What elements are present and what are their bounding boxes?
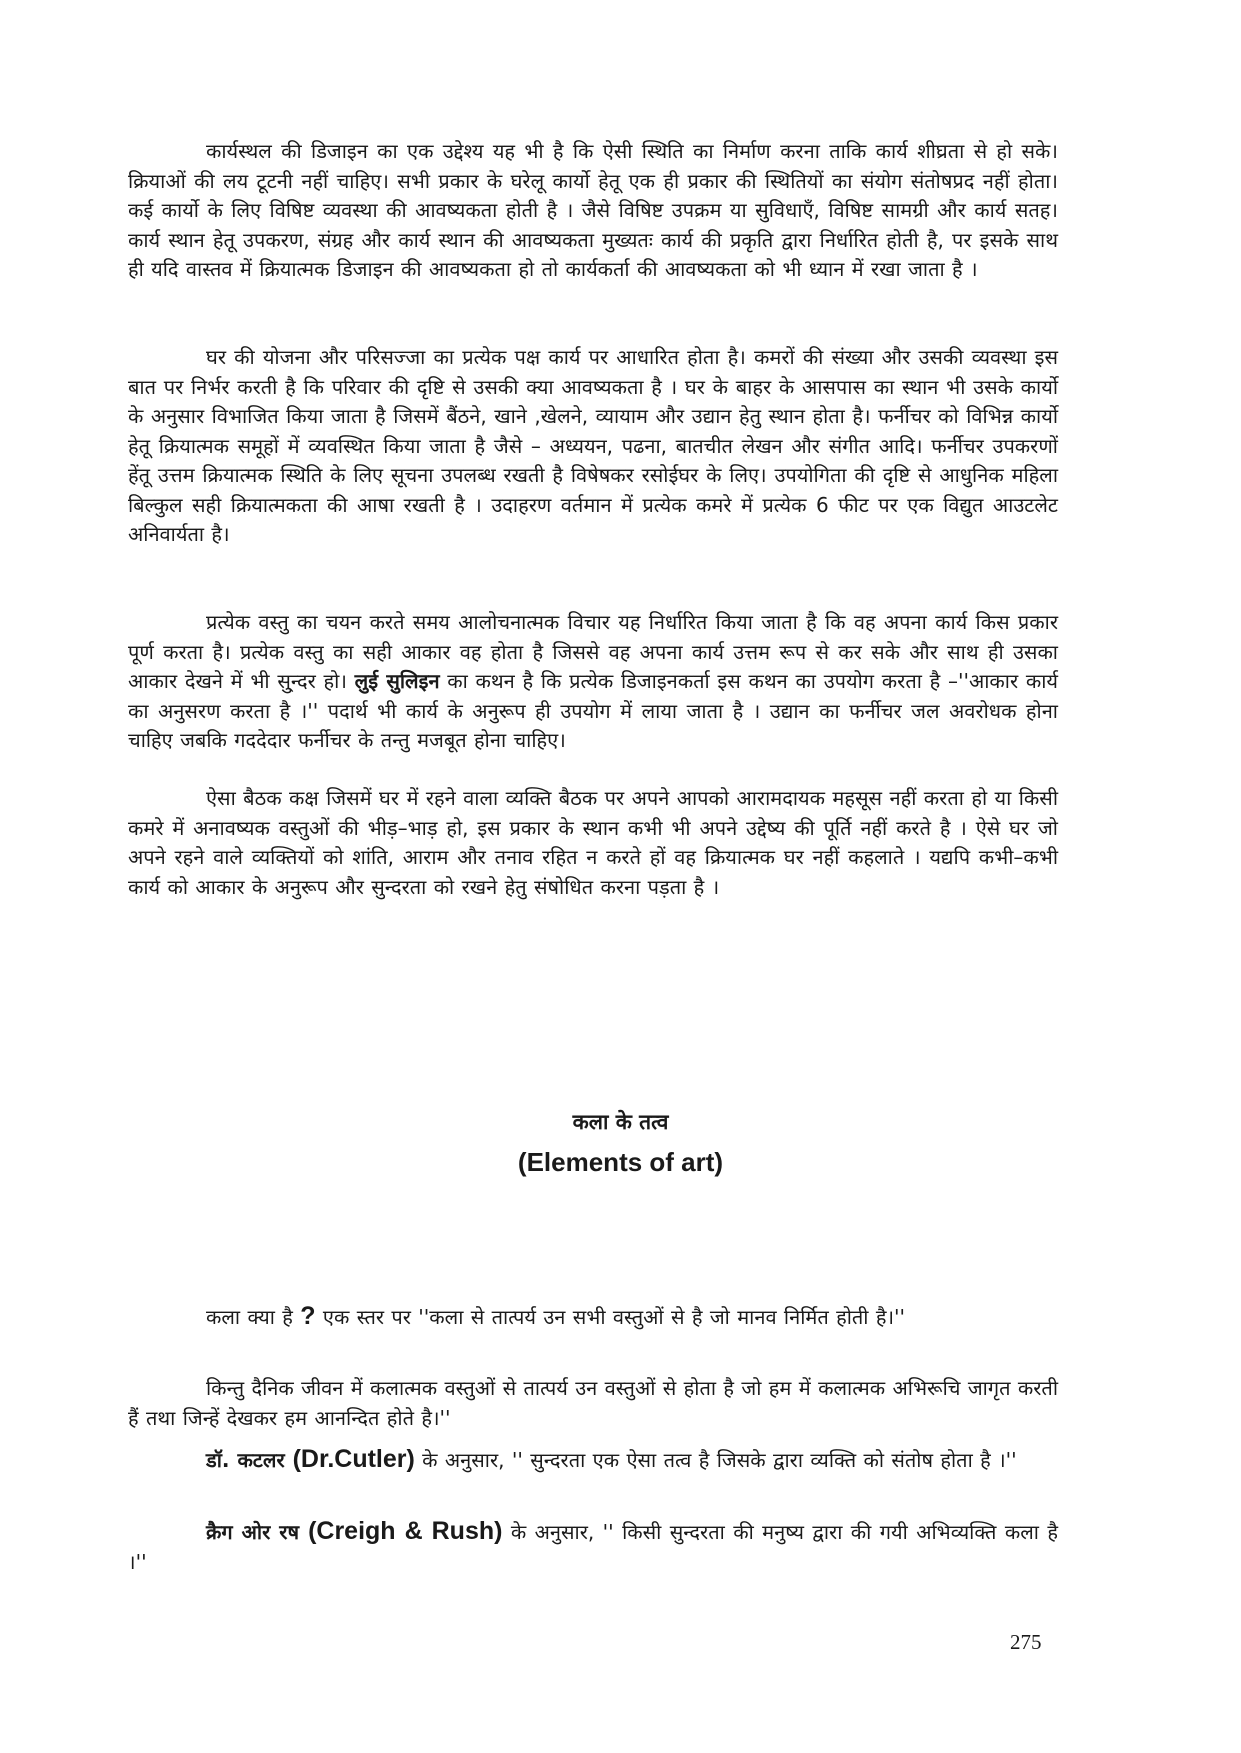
section-heading-hindi: कला के तत्व (572, 1110, 669, 1134)
definition-art (128, 1302, 1058, 1333)
paragraph-text: प्रत्येक वस्तु का चयन करते समय आलोचनात्मक विचार यह निर्धारित किया जाता है कि वह अपना कार्य किस प्रकार पूर्ण करता है। प्रत्येक वस्तु का सही आकार वह होता है जिससे वह अपना कार्य उत्तम रूप से कर सके और साथ ही उसका आकार देखने में भी सु्न्दर हो। (128, 610, 1058, 693)
author-name-hindi: डॉ. कटलर (206, 1448, 293, 1472)
paragraph-object-selection (128, 608, 1058, 756)
author-name-english: (Creigh & Rush) (308, 1517, 503, 1545)
paragraph-sitting-room: ऐसा बैठक कक्ष जिसमें घर में रहने वाला व्यक्ति बैठक पर अपने आपको आरामदायक महसूस नहीं करता हो या किसी कमरे में अनावष्यक वस्तुओं की भीड़–भाड़ हो, इस प्रकार के स्थान कभी भी अपने उद्देष्य की पूर्ति नहीं करते है । ऐसे घर जो अपने रहने वाले व्यक्तियों को शांति, आराम और तनाव रहित न करते हों वह क्रियात्मक घर नहीं कहलाते । यद्यपि कभी–कभी कार्य को आकार के अनुरूप और सुन्दरता को रखने हेतु संषोधित करना पड़ता है । (128, 786, 1058, 899)
paragraph-home-planning: घर की योजना और परिसज्जा का प्रत्येक पक्ष कार्य पर आधारित होता है। कमरों की संख्या और उसकी व्यवस्था इस बात पर निर्भर करती है कि परिवार की दृष्टि से उसकी क्या आवष्यकता है । घर के बाहर के आसपास का स्थान भी उसके कार्यो के अनुसार विभाजित किया जाता है जिसमें बैंठने, खाने ,खेलने, व्यायाम और उद्यान हेतु स्थान होता है। फर्नीचर को विभिन्न कार्यो हेतू क्रियात्मक समूहों में व्यवस्थित किया जाता है जैसे – अध्ययन, पढना, बातचीत लेखन और संगीत आदि। फर्नीचर उपकरणों हेंतू उत्तम क्रियात्मक स्थिति के लिए सूचना उपलब्ध रखती है विषेषकर रसोईघर के लिए। उपयोगिता की दृष्टि से आधुनिक महिला बिल्कुल सही क्रियात्मकता की आषा रखती है । उदाहरण वर्तमान में प्रत्येक कमरे में प्रत्येक 6 फीट पर एक विद्युत आउटलेट अनिवार्यता है। (128, 345, 1058, 546)
author-name-hindi: क्रैग ओर रष (206, 1520, 309, 1544)
definition-text: के अनुसार, '' किसी सुन्दरता की मनुष्य द्वारा की गयी अभिव्यक्ति कला है ।'' (128, 1520, 1059, 1574)
section-heading-english: (Elements of art) (517, 1147, 724, 1177)
author-name-english: (Dr.Cutler) (292, 1445, 415, 1473)
definition-text: के अनुसार, '' सुन्दरता एक ऐसा तत्व है जिसके द्वारा व्यक्ति को संतोष होता है ।'' (414, 1448, 1017, 1472)
page-number: 275 (1010, 1630, 1042, 1654)
paragraph-text: का कथन है कि प्रत्येक डिजाइनकर्ता इस कथन का उपयोग करता है –''आकार कार्य का अनुसरण करता है ।'' पदार्थ भी कार्य के अनुरूप ही उपयोग में लाया जाता है । उद्यान का फर्नीचर जल अवरोधक होना चाहिए जबकि गददेदार फर्नीचर के तन्तु मजबूत होना चाहिए। (128, 669, 1058, 752)
paragraph-workplace-design: कार्यस्थल की डिजाइन का एक उद्देश्य यह भी है कि ऐसी स्थिति का निर्माण करना ताकि कार्य शीघ्रता से हो सके। क्रियाओं की लय टूटनी नहीं चाहिए। सभी प्रकार के घरेलू कार्यो हेतू एक ही प्रकार की स्थितियों का संयोग संतोषप्रद नहीं होता। कई कार्यो के लिए विषिष्ट व्यवस्था की आवष्यकता होती है । जैसे विषिष्ट उपक्रम या सुविधाएँ, विषिष्ट सामग्री और कार्य सतह। कार्य स्थान हेतू उपकरण, संग्रह और कार्य स्थान की आवष्यकता मुख्यतः कार्य की प्रकृति द्वारा निर्धारित होती है, पर इसके साथ ही यदि वास्तव में क्रियात्मक डिजाइन की आवष्यकता हो तो कार्यकर्ता की आवष्यकता को भी ध्यान में रखा जाता है । (128, 139, 1058, 281)
definition-cutler (128, 1445, 1058, 1476)
question-mark: ? (300, 1302, 316, 1330)
definition-text: कला क्या है (206, 1305, 301, 1329)
definition-creigh-rush (128, 1517, 1058, 1577)
definition-text: एक स्तर पर ''कला से तात्पर्य उन सभी वस्तुओं से है जो मानव निर्मित होती है।'' (315, 1305, 906, 1329)
definition-daily-life: किन्तु दैनिक जीवन में कलात्मक वस्तुओं से तात्पर्य उन वस्तुओं से होता है जो हम में कलात्मक अभिरूचि जागृत करती हैं तथा जिन्हें देखकर हम आनन्दित होते है।'' (128, 1376, 1058, 1430)
person-name: लुई सुलिइन (354, 669, 440, 693)
